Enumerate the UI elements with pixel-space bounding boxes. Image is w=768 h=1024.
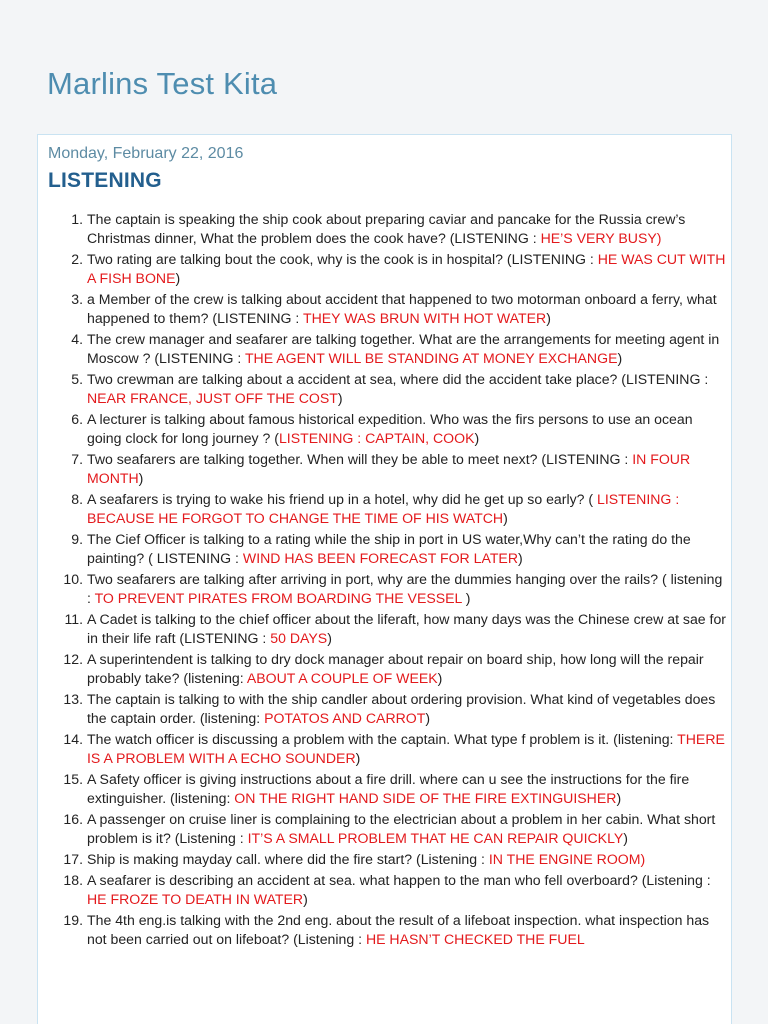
question-tail: ) [355,750,361,766]
question-item [64,610,727,648]
question-answer: THE AGENT WILL BE STANDING AT MONEY EXCHANGE [244,350,618,366]
question-text: A seafarer is describing an accident at sea. what happen to the man who fell overboard? (Listening : [87,872,711,888]
question-text: Two rating are talking bout the cook, why is the cook is in hospital? (LISTENING : [87,251,598,267]
question-item [63,850,727,869]
question-number: 7. [71,451,83,467]
question-answer: POTATOS AND CARROT [264,710,426,726]
question-tail: ) [337,390,343,406]
question-tail: ) [138,470,144,486]
question-item [63,770,727,808]
question-tail: ) [518,550,523,566]
question-answer: 50 DAYS [270,630,328,646]
question-number: 15. [63,771,83,787]
question-tail: ) [616,790,622,806]
question-text: A Cadet is talking to the chief officer about the liferaft, how many days was the Chinese crew at sae for in their life raft (LISTENING : [87,611,726,646]
question-tail: ) [546,310,551,326]
question-text: Two crewman are talking about a accident at sea, where did the accident take place? (LISTENING : [87,371,709,387]
question-text: The captain is speaking the ship cook about preparing caviar and pancake for the Russia crew’s Christmas dinner, What the problem does the cook have? (LISTENING : [87,211,686,246]
question-tail: ) [175,270,181,286]
question-answer: ON THE RIGHT HAND SIDE OF THE FIRE EXTINGUISHER [234,790,617,806]
question-number: 13. [63,691,83,707]
question-text: A lecturer is talking about famous historical expedition. Who was the firs persons to use an ocean going clock for long journey ? ( [87,411,693,446]
question-tail: ) [327,630,332,646]
blog-title[interactable]: Marlins Test Kita [47,66,278,101]
question-answer: HE WAS CUT WITH A FISH BONE [87,251,726,286]
question-answer: WIND HAS BEEN FORECAST FOR LATER [242,550,519,566]
question-number: 5. [71,371,83,387]
question-answer: IN THE ENGINE ROOM) [488,851,646,867]
question-item [71,530,727,568]
question-number: 12. [63,651,83,667]
question-text: The watch officer is discussing a problem with the captain. What type f problem is it. (listening: [87,731,678,747]
question-answer: TO PREVENT PIRATES FROM BOARDING THE VESSEL [94,590,462,606]
question-text: A passenger on cruise liner is complaining to the electrician about a problem in her cabin. What short problem is it? (Listening : [87,811,716,846]
post-card [37,134,732,1024]
question-item [63,570,727,608]
question-item [71,290,727,328]
question-item [71,370,727,408]
question-item [63,810,727,848]
question-number: 8. [71,491,83,507]
question-item [71,450,727,488]
post-date: Monday, February 22, 2016 [48,145,244,162]
question-answer: IN FOUR MONTH [87,451,691,486]
question-number: 6. [71,411,83,427]
question-text: Two seafarers are talking together. When will they be able to meet next? (LISTENING : [87,451,633,467]
question-tail: ) [461,590,471,606]
question-text: A superintendent is talking to dry dock manager about repair on board ship, how long will the repair probably take? (listening: [87,651,704,686]
question-item [63,690,727,728]
question-tail: ) [437,670,443,686]
question-item [63,871,727,909]
question-text: The Cief Officer is talking to a rating while the ship in port in US water,Why can’t the rating do the painting? ( LISTENING : [87,531,691,566]
question-item [71,490,727,528]
question-item [63,911,727,949]
question-text: The 4th eng.is talking with the 2nd eng. about the result of a lifeboat inspection. what inspection has not been carried out on lifeboat? (Listening : [87,912,710,947]
question-answer: HE HASN’T CHECKED THE FUEL [365,931,585,947]
question-number: 14. [63,731,83,747]
question-item [63,650,727,688]
post-heading[interactable]: LISTENING [48,169,162,192]
question-answer: IT’S A SMALL PROBLEM THAT HE CAN REPAIR QUICKLY [247,830,624,846]
question-answer: HE FROZE TO DEATH IN WATER [87,891,304,907]
question-number: 9. [71,531,83,547]
question-tail: ) [474,430,480,446]
question-item [71,330,727,368]
question-text: The crew manager and seafarer are talking together. What are the arrangements for meeting agent in Moscow ? (LISTENING : [87,331,720,366]
question-number: 3. [71,291,83,307]
question-item [63,730,727,768]
question-tail: ) [617,350,623,366]
question-number: 19. [63,912,83,928]
question-item [71,250,727,288]
question-tail: ) [303,891,308,907]
question-answer: THERE IS A PROBLEM WITH A ECHO SOUNDER [87,731,725,766]
question-number: 16. [63,811,83,827]
question-text: The captain is talking to with the ship candler about ordering provision. What kind of vegetables does the captain order. (listening: [87,691,716,726]
question-number: 2. [71,251,83,267]
question-answer: LISTENING : CAPTAIN, COOK [278,430,475,446]
question-text: A Safety officer is giving instructions about a fire drill. where can u see the instructions for the fire extinguisher. (listening: [87,771,690,806]
question-tail: ) [425,710,431,726]
question-number: 11. [64,611,83,627]
question-answer: NEAR FRANCE, JUST OFF THE COST [87,390,338,406]
question-number: 18. [63,872,83,888]
question-text: A seafarers is trying to wake his friend up in a hotel, why did he get up so early? ( [87,491,597,507]
question-number: 17. [63,851,83,867]
question-item [71,410,727,448]
question-text: Ship is making mayday call. where did the fire start? (Listening : [87,851,489,867]
question-list [63,210,727,951]
question-answer: HE’S VERY BUSY) [540,230,662,246]
question-item [71,210,727,248]
question-answer: THEY WAS BRUN WITH HOT WATER [302,310,547,326]
question-number: 1. [71,211,83,227]
question-tail: ) [503,510,508,526]
question-tail: ) [623,830,628,846]
question-answer: ABOUT A COUPLE OF WEEK [246,670,438,686]
question-text: Two seafarers are talking after arriving in port, why are the dummies hanging over the rails? ( listening : [87,571,723,606]
question-text: a Member of the crew is talking about accident that happened to two motorman onboard a ferry, what happened to them? (LISTENING : [87,291,717,326]
question-answer: LISTENING : BECAUSE HE FORGOT TO CHANGE THE TIME OF HIS WATCH [87,491,680,526]
question-number: 10. [63,571,83,587]
question-number: 4. [71,331,83,347]
